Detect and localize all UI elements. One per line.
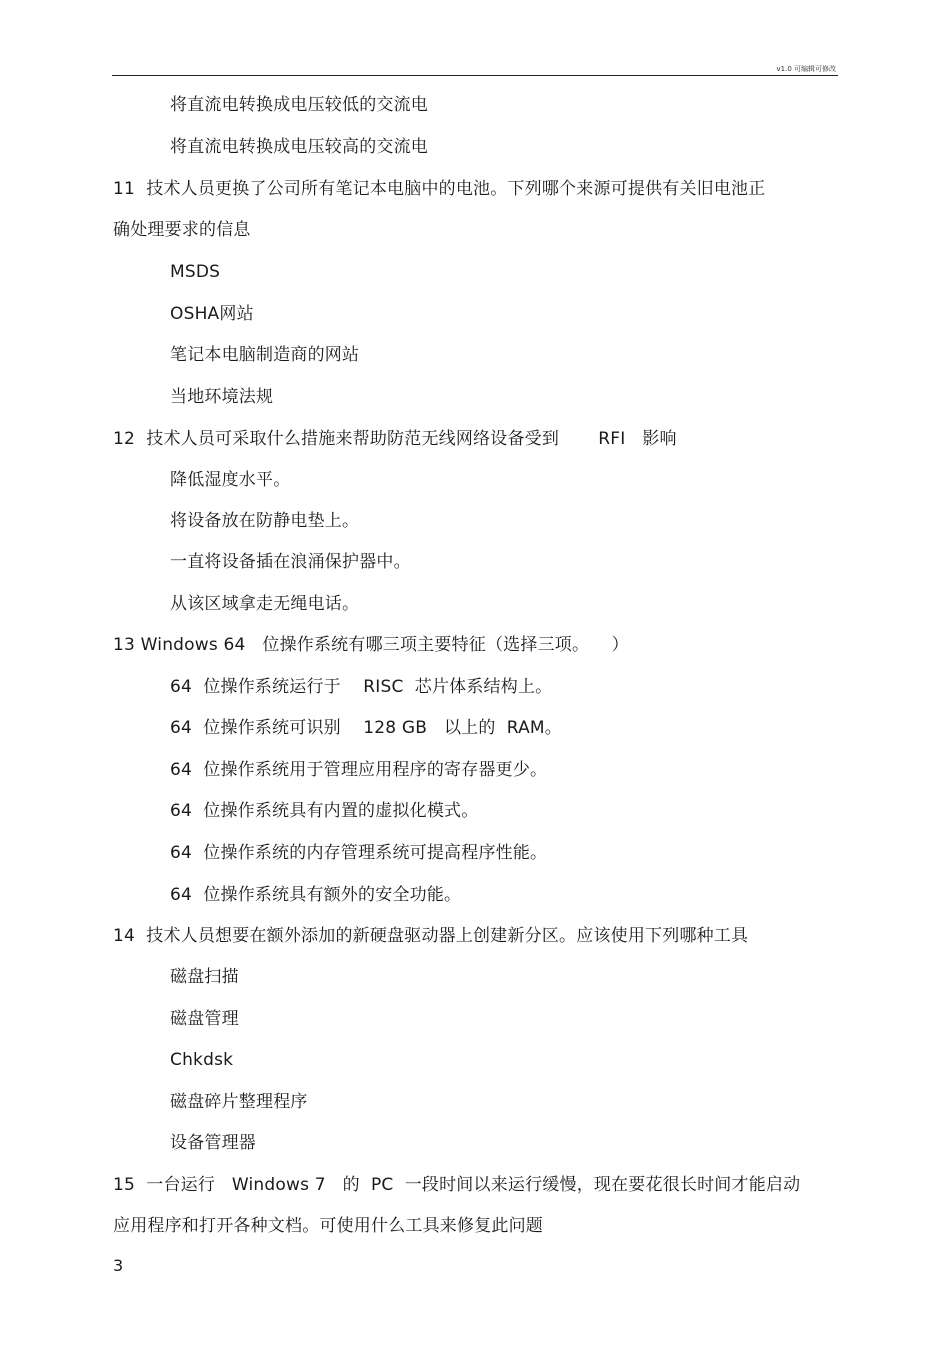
question-11-line-1: 11 技术人员更换了公司所有笔记本电脑中的电池。下列哪个来源可提供有关旧电池正 <box>113 179 766 199</box>
page-number: 3 <box>113 1256 124 1275</box>
question-12-option: 将设备放在防静电垫上。 <box>170 511 360 531</box>
question-14-option: Chkdsk <box>170 1050 234 1070</box>
question-11-line-2: 确处理要求的信息 <box>113 220 251 240</box>
question-15-line-1: 15 一台运行 Windows 7 的 PC 一段时间以来运行缓慢，现在要花很长时间才能启动 <box>113 1175 801 1195</box>
question-13-line-1: 13 Windows 64 位操作系统有哪三项主要特征（选择三项。 ） <box>113 635 629 655</box>
question-12-option: 一直将设备插在浪涌保护器中。 <box>170 552 411 572</box>
question-14-option: 磁盘管理 <box>170 1009 239 1029</box>
question-14-option: 磁盘扫描 <box>170 967 239 987</box>
question-11-option: MSDS <box>170 262 221 282</box>
question-12-option: 从该区域拿走无绳电话。 <box>170 594 360 614</box>
question-14-option: 设备管理器 <box>170 1133 256 1153</box>
question-15-line-2: 应用程序和打开各种文档。可使用什么工具来修复此问题 <box>113 1216 543 1236</box>
question-14-option: 磁盘碎片整理程序 <box>170 1092 308 1112</box>
question-13-option: 64 位操作系统运行于 RISC 芯片体系结构上。 <box>170 677 553 697</box>
question-12-option: 降低湿度水平。 <box>170 470 291 490</box>
question-11-option: OSHA网站 <box>170 304 254 324</box>
question-14-line-1: 14 技术人员想要在额外添加的新硬盘驱动器上创建新分区。应该使用下列哪种工具 <box>113 926 749 946</box>
question-11-option: 当地环境法规 <box>170 387 274 407</box>
question-12-line-1: 12 技术人员可采取什么措施来帮助防范无线网络设备受到 RFI 影响 <box>113 429 677 449</box>
option-line: 将直流电转换成电压较高的交流电 <box>170 137 428 157</box>
question-13-option: 64 位操作系统具有额外的安全功能。 <box>170 885 462 905</box>
header-rule <box>112 75 838 76</box>
question-13-option: 64 位操作系统具有内置的虚拟化模式。 <box>170 801 479 821</box>
question-11-option: 笔记本电脑制造商的网站 <box>170 345 360 365</box>
question-13-option: 64 位操作系统用于管理应用程序的寄存器更少。 <box>170 760 548 780</box>
question-13-option: 64 位操作系统可识别 128 GB 以上的 RAM。 <box>170 718 562 738</box>
header-version-tag: v1.0 可编辑可修改 <box>776 65 836 73</box>
question-13-option: 64 位操作系统的内存管理系统可提高程序性能。 <box>170 843 548 863</box>
option-line: 将直流电转换成电压较低的交流电 <box>170 95 428 115</box>
